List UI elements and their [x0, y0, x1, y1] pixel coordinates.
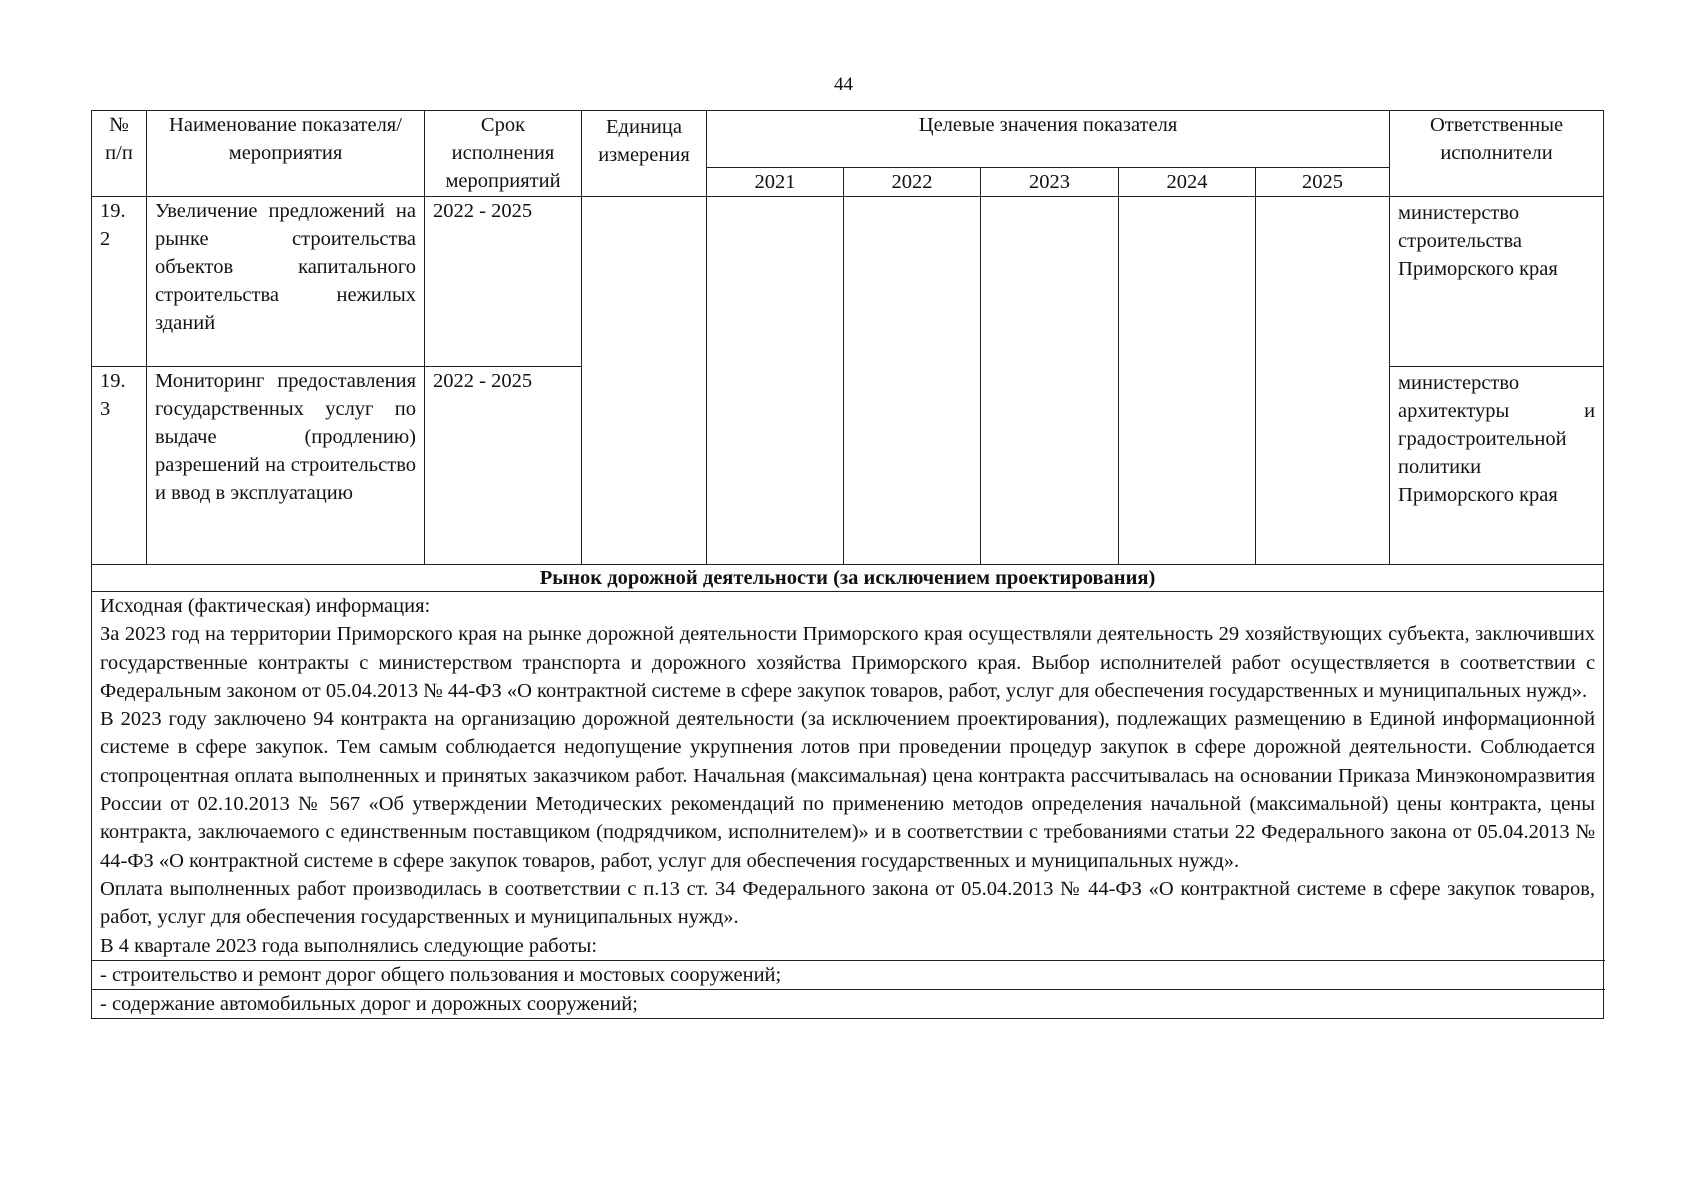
section-title-row — [92, 565, 1604, 592]
value-2021 — [707, 197, 844, 565]
value-2023 — [981, 197, 1119, 565]
row-num: 19. 2 — [92, 197, 147, 367]
year-2023: 2023 — [981, 168, 1119, 197]
header-term: Срок исполнения мероприятий — [425, 111, 582, 197]
indicators-table — [91, 110, 1604, 1019]
section-body — [92, 592, 1604, 1019]
paragraph-4: В 4 квартале 2023 года выполнялись следующие работы: — [100, 934, 598, 957]
list-item: - содержание автомобильных дорог и дорожных сооружений; — [100, 993, 638, 1016]
header-name: Наименование показателя/мероприятия — [147, 111, 425, 197]
year-2021: 2021 — [707, 168, 844, 197]
header-target-values: Целевые значения показателя — [707, 111, 1390, 168]
value-2024 — [1119, 197, 1256, 565]
row-term: 2022 - 2025 — [425, 367, 582, 565]
paragraph-3: Оплата выполненных работ производилась в соответствии с п.13 ст. 34 Федерального закона от 05.04.2013 № 44-ФЗ «О контрактной системе в сфере закупок товаров, работ, услуг для обеспечения государственных и муниципальных нужд». — [100, 877, 1596, 929]
row-responsible: министерство архитектуры и градостроительной политики Приморского края — [1390, 367, 1604, 565]
header-row — [92, 111, 1604, 168]
section-body-row — [92, 592, 1604, 1019]
row-unit — [582, 197, 707, 565]
row-name: Увеличение предложений на рынке строительства объектов капитального строительства нежилых зданий — [147, 197, 425, 367]
row-num: 19. 3 — [92, 367, 147, 565]
header-num: № п/п — [92, 111, 147, 197]
page-number: 44 — [834, 74, 853, 95]
list-item: - строительство и ремонт дорог общего пользования и мостовых сооружений; — [100, 963, 782, 986]
row-name: Мониторинг предоставления государственных услуг по выдаче (продлению) разрешений на строительство и ввод в эксплуатацию — [147, 367, 425, 565]
table-row — [92, 197, 1604, 367]
row-responsible: министерство строительства Приморского края — [1390, 197, 1604, 367]
year-2024: 2024 — [1119, 168, 1256, 197]
paragraph-intro: Исходная (фактическая) информация: — [100, 595, 431, 617]
header-responsible: Ответственные исполнители — [1390, 111, 1604, 197]
paragraph-2: В 2023 году заключено 94 контракта на организацию дорожной деятельности (за исключением проектирования), подлежащих размещению в Единой информационной системе в сфере закупок. Тем самым соблюдается недопущение укрупнения лотов при проведении процедур закупок в сфере дорожной деятельности. Соблюдается стопроцентная оплата выполненных и принятых заказчиком работ. Начальная (максимальная) цена контракта рассчитывалась на основании Приказа Минэкономразвития России от 02.10.2013 № 567 «Об утверждении Методических рекомендаций по применению методов определения начальной (максимальной) цены контракта, цены контракта, заключаемого с единственным поставщиком (подрядчиком, исполнителем)» и в соответствии с требованиями статьи 22 Федерального закона от 05.04.2013 № 44-ФЗ «О контрактной системе в сфере закупок товаров, работ, услуг для обеспечения государственных и муниципальных нужд». — [100, 708, 1596, 872]
value-2025 — [1256, 197, 1390, 565]
value-2022 — [844, 197, 981, 565]
row-term: 2022 - 2025 — [425, 197, 582, 367]
section-title: Рынок дорожной деятельности (за исключением проектирования) — [92, 565, 1604, 592]
paragraph-1: За 2023 год на территории Приморского края на рынке дорожной деятельности Приморского края осуществляли деятельность 29 хозяйствующих субъекта, заключивших государственные контракты с министерством транспорта и дорожного хозяйства Приморского края. Выбор исполнителей работ осуществляется в соответствии с Федеральным законом от 05.04.2013 № 44-ФЗ «О контрактной системе в сфере закупок товаров, работ, услуг для обеспечения государственных и муниципальных нужд». — [100, 623, 1596, 702]
year-2025: 2025 — [1256, 168, 1390, 197]
header-unit: Единица измерения — [582, 111, 707, 197]
year-2022: 2022 — [844, 168, 981, 197]
